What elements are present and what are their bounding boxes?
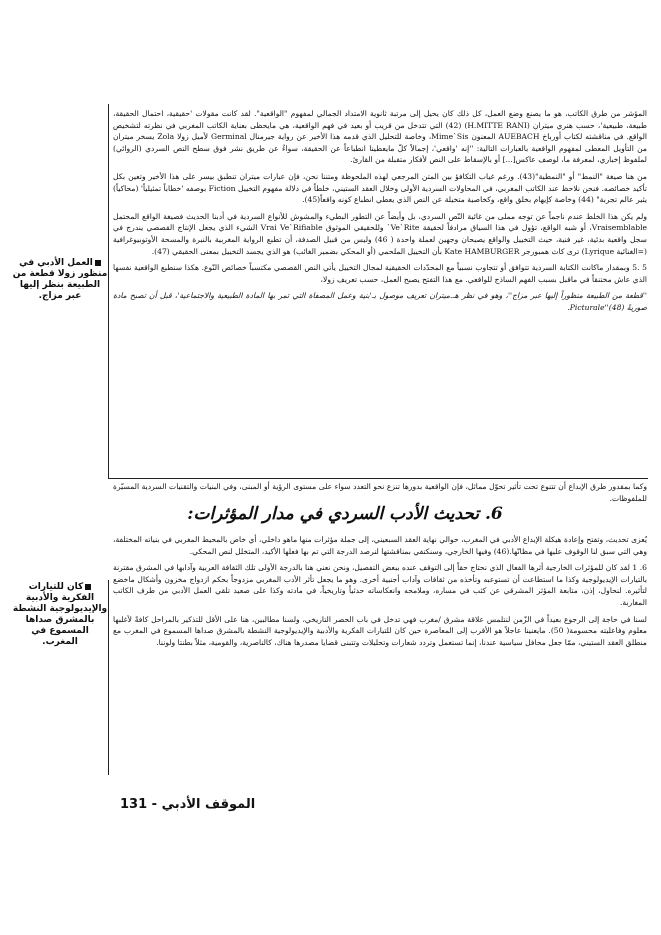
page-number: 131 [120,797,148,812]
paragraph: يُعزى تحديث، وتفتح وإعادة هيكلة الإبداع الأدبي في المغرب، حوالي نهاية العقد السبعيني، إلى جملة مؤثرات منها ماهو داخلي، أي خاص بالمحيط المغربي في بنياته المختلفة، وهي التي سبق لنا الوقوف عليها في مظانّها.(46) وفيها الخارجي، وسنكتفي بمناقشتها لنرصد الدرجة التي تم بها فعلها الأكيد، المتخلل لنص المحكي. [113,535,647,556]
sidebar-quote-1: العمل الأدبي في منظور زولا قطعة من الطبيعة بنظر إليها عبر مزاج. [12,258,108,301]
upper-text-block [113,108,647,474]
paragraph: المؤشر من طرق الكاتب، هو ما يصنع وضع العمل، كل ذلك كان يحيل إلى مرتبة ثانوية الامتداد الجمالي لمفهوم "الواقعية". لقد كانت مقولات 'حقيقية، احتمال الحقيقة، طبيعة، طبيعية'، حسب هنري ميتران (H.MITTE RANI) (42) التي تتدخل من قريب أو بعيد في فهم الواقعية، هي مايحظى بعناية الكاتب المغربي في نظرته لتشخيص الواقع. في مناقشته لكتاب أورباخ AUEBACH المعنون Mime`Sis، وخاصة للتحليل الذي قدمه هذا الأخير عن رواية جيرمنال Germinal لأميل زولا Zola يسخر ميتران من التأويل المعطى لمفهوم الواقعية بالعبارات التالية: ''إنه 'واقعي'، إجمالاً كلّ مايعطينا انطباعاً عن الحقيقة، سواءٌ عن طريق نشر فوق سطح النص السردي (الروائي) لملفوظ إخباري، لمعرفة ما، لوصف عاكس[...] أو بالإسقاط على النص لأفكار متقبلة من القارئ. [113,109,647,165]
paragraph: 5 .5 وبمقدار ماكانت الكتابة السردية تتوافق أو تتجاوب نسبياً مع المحدّدات الحقيقية لمجال التخييل يأتي النص القصصي مكتسباً خصائص النّوع. هكذا سنطبع الواقعية نفسها الذي عاش مختنقاً في ماقبل بسبب الفهم الساذج للواقعي. مع هذا التفتح يصبح العمل، حسب تعريف زولا، [113,263,648,284]
paragraph: 6. 1 لقد كان للمؤثرات الخارجية أثرها الفعال الذي نحتاج حقاً إلى التوقف عنده ببعض التفصيل، ونحن نعني هنا بالدرجة الأولى تلك الثقافة العربية وآدابها في المشرق مقترنة بالتيارات الإيديولوجية وكذا ما استطاعت أن تستوعبه وتأخذه من ثقافات وآداب أجنبية أخرى. وهو ما يجعل تأثر الأدب المغربي مزدوجاً بحكم ازدواج مخزون وأشكال ماخضع لتأثيره. لنحاول، إذن، متابعة المؤثر المشرقي عن كثب في مساره، وملامحه وانعكاساته حدثياً وتاريخياً، في مادته وكذا على صعيد تلقي العمل الأدبي من طرف الكاتب المغاربة. [113,563,647,607]
journal-name: الموقف الأدبي [161,797,256,812]
lower-text-block [113,534,647,779]
left-rule-top [108,104,109,479]
bullet-icon [85,584,91,590]
left-rule-bottom [108,580,109,775]
zola-quote: ''قطعة من الطبيعة منظوراً إليها عبر مزاج''، وهو في نظر هـ.ميتران تعريف موصول بـ'بنية وعمل المصفاة التي تمر بها المادة الطبيعية والاجتماعية'، قبل أن تصبح مادة صوريةً Picturale''(48). [113,291,647,312]
sidebar-quote-2: كان للتيارات الفكرية والأدبية والإيديولوجية النشطة بالمشرق صداها المسموع في المغرب. [12,582,108,647]
section-heading: 6. تحديث الأدب السردي في مدار المؤثرات: [187,504,503,524]
page-footer [120,797,255,812]
footer-separator: - [151,797,158,812]
quote-bottom-rule [108,478,648,479]
paragraph: ولم يكن هذا الخلط عندم ناجماً عن توجه مملى من غائية النّص السردي، بل وأيضاً عن التطور البطيء والمشوش للأنواع السردية في أدبنا الحديث فصيغة الواقع المحتمل Vraisemblable، أو شبه الواقع، تؤول في هذا السياق مرادفاً لحقيقة Ve`Rite` وللحقيقي الموثوق Vrai Ve`Rifiable الشيء الذي يجعل الإنتاج القصصي يندرج في سجل واقعية بدئية، غير فنية، حيث التخييل والواقع يصبحان وجهين لعملة واحدة ( 46) وليس من قبيل الصدفة، أن تطبع الرواية المغربية بالنبرة والمسحة الأوتوبيوغرافية (=الغنائية Lyrique) ترى كاث همبورجر Kate HAMBURGER بأن التخييل الملحمي (أو المحكي بضمير الغائب) هو الذي يجسد التخييل بمعنى الحقيقي (47). [113,211,648,256]
paragraph: لسنا في حاجة إلى الرجوع بعيداً في الزّمن لنتلمس علاقة مشرق /مغرب فهي تدخل في باب الحصر التاريخي، ولسنا مطالبين، هنا على الأقل للتذكير بالمراحل كافةً لأغلبها معلوم وفاعليته محسومة( 50). مايعنينا عاجلاً هو الأقرب إلى المعاصرة حين كان للتيارات الفكرية والأدبية والإيديولوجية النشطة بالمشرق صداها المسموع في المغرب مع منطلق العقد الستيني، ممّا جعل محافل سياسية عندنا، إنما تستعمل وتردد شعارات وتحليلات وتتبنى قضايا مصدرها هناك، كالناصرية، والقومية، مثلاً بطنتا ولوننا. [113,614,647,647]
bullet-icon [95,260,101,266]
paragraph: وكما بمقدور طرق الإبداع أن تتنوع تحت تأثير تحوّل مماثل، فإن الواقعية بدورها تنزع نحو التعدد سواء على مستوى الرؤية أو المبنى، وفي البنيات والتقنيات السردية المسيّرة للملفوظات. [113,482,647,503]
paragraph: من هنا صيغة "النمط" أو "النمطية"(43). ورغم غياب التكافؤ بين المتن المرجعي لهذه الملحوظة ومتننا نحن، فإن عبارات ميتران تنطبق بيسر على هذا الأخير وتعين بكل تأكيد خصائصه. فنحن نلاحظ عند الكاتب المغربي، في المحاولات السردية الأولى وخلال العقد الستيني، خلطاً في دلالة مفهوم التخييل Fiction بوصفه 'خطاباً تمثيلياً' (محاكياً) يثير عالم تجربة" (44) وخاصة كإيهام بخلق واقع، وكخاصية متخيلة عن النص الذي يعطي انطباع كونه واقعاً(45). [113,171,647,205]
